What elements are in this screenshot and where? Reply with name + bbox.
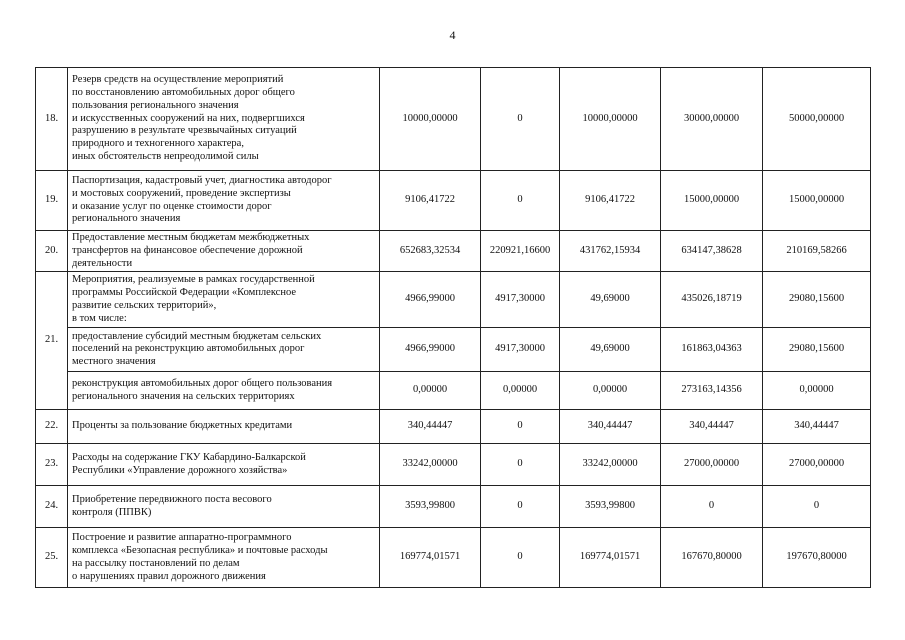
row-number: 21. — [36, 272, 68, 410]
value-col-1: 33242,00000 — [380, 444, 481, 486]
table-row — [36, 410, 871, 444]
value-col-2: 0 — [481, 68, 560, 171]
budget-table — [35, 67, 871, 588]
value-col-4: 167670,80000 — [661, 528, 763, 588]
row-number: 23. — [36, 444, 68, 486]
page-number: 4 — [449, 28, 456, 42]
value-col-3: 33242,00000 — [560, 444, 661, 486]
value-col-3: 340,44447 — [560, 410, 661, 444]
value-col-4: 30000,00000 — [661, 68, 763, 171]
value-col-2: 0 — [481, 410, 560, 444]
value-col-4: 27000,00000 — [661, 444, 763, 486]
value-col-2: 0,00000 — [481, 372, 560, 410]
row-description: предоставление субсидий местным бюджетам сельских поселений на реконструкцию автомобильных дорог местного значения — [68, 328, 380, 372]
value-col-5: 29080,15600 — [763, 272, 871, 328]
value-col-3: 9106,41722 — [560, 171, 661, 231]
row-description: Проценты за пользование бюджетных кредитами — [68, 410, 380, 444]
value-col-5: 210169,58266 — [763, 231, 871, 272]
value-col-4: 161863,04363 — [661, 328, 763, 372]
value-col-1: 4966,99000 — [380, 328, 481, 372]
value-col-5: 340,44447 — [763, 410, 871, 444]
table-row — [36, 486, 871, 528]
value-col-1: 169774,01571 — [380, 528, 481, 588]
row-number: 19. — [36, 171, 68, 231]
row-number: 20. — [36, 231, 68, 272]
value-col-1: 3593,99800 — [380, 486, 481, 528]
value-col-3: 49,69000 — [560, 272, 661, 328]
value-col-1: 340,44447 — [380, 410, 481, 444]
table-row — [36, 272, 871, 328]
table-row — [36, 171, 871, 231]
row-number: 22. — [36, 410, 68, 444]
value-col-2: 0 — [481, 528, 560, 588]
value-col-4: 435026,18719 — [661, 272, 763, 328]
value-col-3: 10000,00000 — [560, 68, 661, 171]
row-number: 25. — [36, 528, 68, 588]
value-col-3: 169774,01571 — [560, 528, 661, 588]
value-col-2: 220921,16600 — [481, 231, 560, 272]
table-row — [36, 528, 871, 588]
table-row — [36, 372, 871, 410]
value-col-4: 340,44447 — [661, 410, 763, 444]
value-col-3: 3593,99800 — [560, 486, 661, 528]
row-description: Резерв средств на осуществление мероприятий по восстановлению автомобильных дорог общего пользования регионального значения и искусственных сооружений на них, подвергшихся разрушению в результате чрезвычайных ситуаций природного и техногенного характера, иных обстоятельств непреодолимой силы — [68, 68, 380, 171]
value-col-1: 652683,32534 — [380, 231, 481, 272]
value-col-5: 29080,15600 — [763, 328, 871, 372]
row-number: 24. — [36, 486, 68, 528]
value-col-1: 9106,41722 — [380, 171, 481, 231]
table-row — [36, 68, 871, 171]
row-description: Мероприятия, реализуемые в рамках государственной программы Российской Федерации «Комплексное развитие сельских территорий», в том числе: — [68, 272, 380, 328]
value-col-4: 15000,00000 — [661, 171, 763, 231]
value-col-3: 49,69000 — [560, 328, 661, 372]
value-col-5: 0 — [763, 486, 871, 528]
row-description: Построение и развитие аппаратно-программного комплекса «Безопасная республика» и почтовые расходы на рассылку постановлений по делам о нарушениях правил дорожного движения — [68, 528, 380, 588]
value-col-4: 0 — [661, 486, 763, 528]
table-row — [36, 231, 871, 272]
row-description: реконструкция автомобильных дорог общего пользования регионального значения на сельских территориях — [68, 372, 380, 410]
value-col-2: 4917,30000 — [481, 328, 560, 372]
row-number: 18. — [36, 68, 68, 171]
value-col-2: 0 — [481, 486, 560, 528]
value-col-4: 634147,38628 — [661, 231, 763, 272]
value-col-2: 0 — [481, 171, 560, 231]
row-description: Паспортизация, кадастровый учет, диагностика автодорог и мостовых сооружений, проведение экспертизы и оказание услуг по оценке стоимости дорог регионального значения — [68, 171, 380, 231]
value-col-1: 10000,00000 — [380, 68, 481, 171]
value-col-3: 431762,15934 — [560, 231, 661, 272]
table-row — [36, 328, 871, 372]
value-col-5: 27000,00000 — [763, 444, 871, 486]
table-row — [36, 444, 871, 486]
value-col-3: 0,00000 — [560, 372, 661, 410]
value-col-2: 4917,30000 — [481, 272, 560, 328]
value-col-2: 0 — [481, 444, 560, 486]
row-description: Предоставление местным бюджетам межбюджетных трансфертов на финансовое обеспечение дорожной деятельности — [68, 231, 380, 272]
value-col-4: 273163,14356 — [661, 372, 763, 410]
row-description: Расходы на содержание ГКУ Кабардино-Балкарской Республики «Управление дорожного хозяйства» — [68, 444, 380, 486]
value-col-5: 0,00000 — [763, 372, 871, 410]
value-col-5: 50000,00000 — [763, 68, 871, 171]
value-col-5: 197670,80000 — [763, 528, 871, 588]
value-col-5: 15000,00000 — [763, 171, 871, 231]
row-description: Приобретение передвижного поста весового контроля (ППВК) — [68, 486, 380, 528]
value-col-1: 4966,99000 — [380, 272, 481, 328]
value-col-1: 0,00000 — [380, 372, 481, 410]
